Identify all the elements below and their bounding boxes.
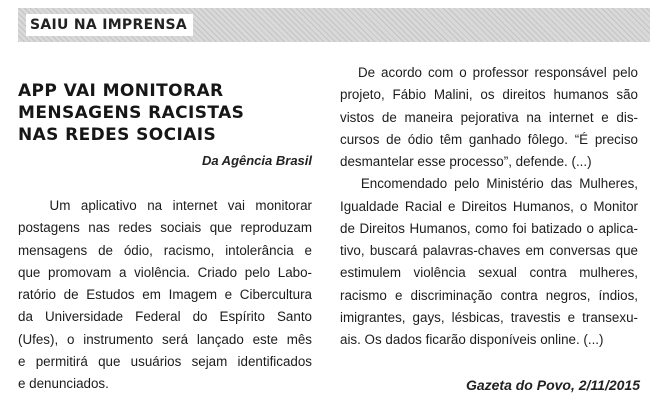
text-line: tivo, buscará palavras-chaves em conversas que [340,243,638,258]
article-body-right-column [340,62,638,351]
text-line: ratório de Estudos em Imagem e Cibercultura [18,287,312,302]
text-line: e denunciados. [18,376,109,391]
text-line: (Ufes), o instrumento será lançado este mês [18,331,312,347]
text-line: de Direitos Humanos, como foi batizado o aplica- [340,220,638,236]
text-line: da Universidade Federal do Espírito Santo [18,309,312,325]
headline-line: MENSAGENS RACISTAS [18,103,245,123]
text-line: racismo e discriminação contra negros, índios, [340,287,638,303]
section-label: SAIU NA IMPRENSA [26,14,193,36]
text-line: Um aplicativo na internet vai monitorar [18,198,312,213]
text-line: De acordo com o professor responsável pelo [340,65,638,80]
text-line: projeto, Fábio Malini, os direitos humanos são [340,87,638,103]
text-line: postagens nas redes sociais que reproduzam [18,220,312,236]
text-line: cursos de ódio têm ganhado fôlego. “É preciso [340,131,638,147]
article-body-left-column [18,195,312,395]
text-line: desmantelar esse processo”, defende. (...) [340,154,592,169]
headline-line: APP VAI MONITORAR [18,81,224,101]
text-line: mensagens de ódio, racismo, intolerância e [18,242,312,258]
text-line: Igualdade Racial e Direitos Humanos, o Monitor [340,198,638,214]
text-line: e permitirá que usuários sejam identificados [18,353,312,369]
byline: Da Agência Brasil [201,153,312,168]
text-line: que promovam a violência. Criado pelo Labo- [18,264,312,280]
text-line: ais. Os dados ficarão disponíveis online. (...) [340,332,604,347]
source-credit: Gazeta do Povo, 2/11/2015 [465,377,640,393]
headline [18,80,318,146]
text-line: estimulem violência sexual contra mulheres, [340,265,638,281]
headline-line: NAS REDES SOCIAIS [18,125,217,145]
text-line: vistos de maneira pejorativa na internet e dis- [340,109,638,125]
text-line: imigrantes, gays, lésbicas, travestis e transexu- [340,309,638,325]
text-line: Encomendado pelo Ministério das Mulheres, [340,176,638,192]
